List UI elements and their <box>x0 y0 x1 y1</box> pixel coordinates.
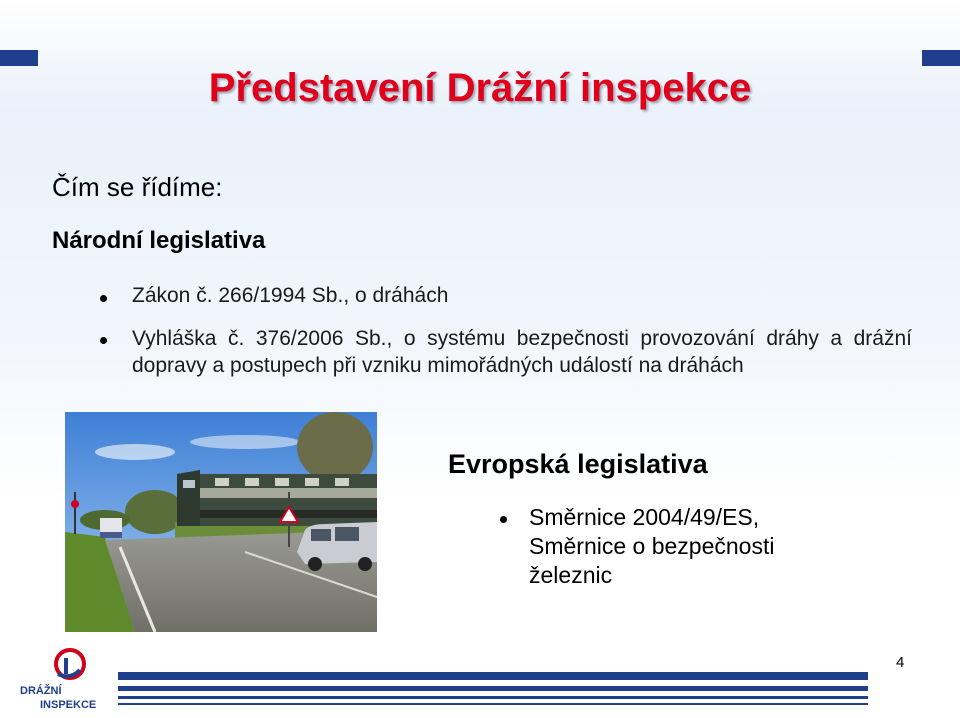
slide-subtitle: Čím se řídíme: <box>52 172 223 202</box>
national-legislation-heading: Národní legislativa <box>52 227 266 254</box>
corner-block-left <box>0 50 38 66</box>
logo-emblem-icon <box>18 648 97 712</box>
logo-text-line1: DRÁŽNÍ <box>20 685 62 697</box>
footer-bar <box>118 672 868 712</box>
bullet-icon <box>100 295 107 302</box>
page-number: 4 <box>896 654 905 671</box>
european-legislation-item-text: Směrnice 2004/49/ES, Směrnice o bezpečnosti železnic <box>529 504 775 588</box>
railway-crossing-image <box>65 412 377 632</box>
bullet-icon <box>100 337 107 344</box>
corner-block-right <box>922 50 960 66</box>
national-legislation-item-text: Zákon č. 266/1994 Sb., o dráhách <box>132 284 449 307</box>
national-legislation-item-text: Vyhláška č. 376/2006 Sb., o systému bezpečnosti provozování dráhy a drážní dopravy a postupech při vzniku mimořádných událostí na dráhách <box>132 327 912 377</box>
railway-crossing-photo <box>65 412 377 632</box>
slide-title: Představení Drážní inspekce <box>208 66 752 110</box>
logo-text-line2: INSPEKCE <box>40 699 97 711</box>
drazni-inspekce-logo <box>18 648 97 712</box>
bullet-icon <box>500 516 507 523</box>
european-legislation-heading: Evropská legislativa <box>448 449 708 479</box>
